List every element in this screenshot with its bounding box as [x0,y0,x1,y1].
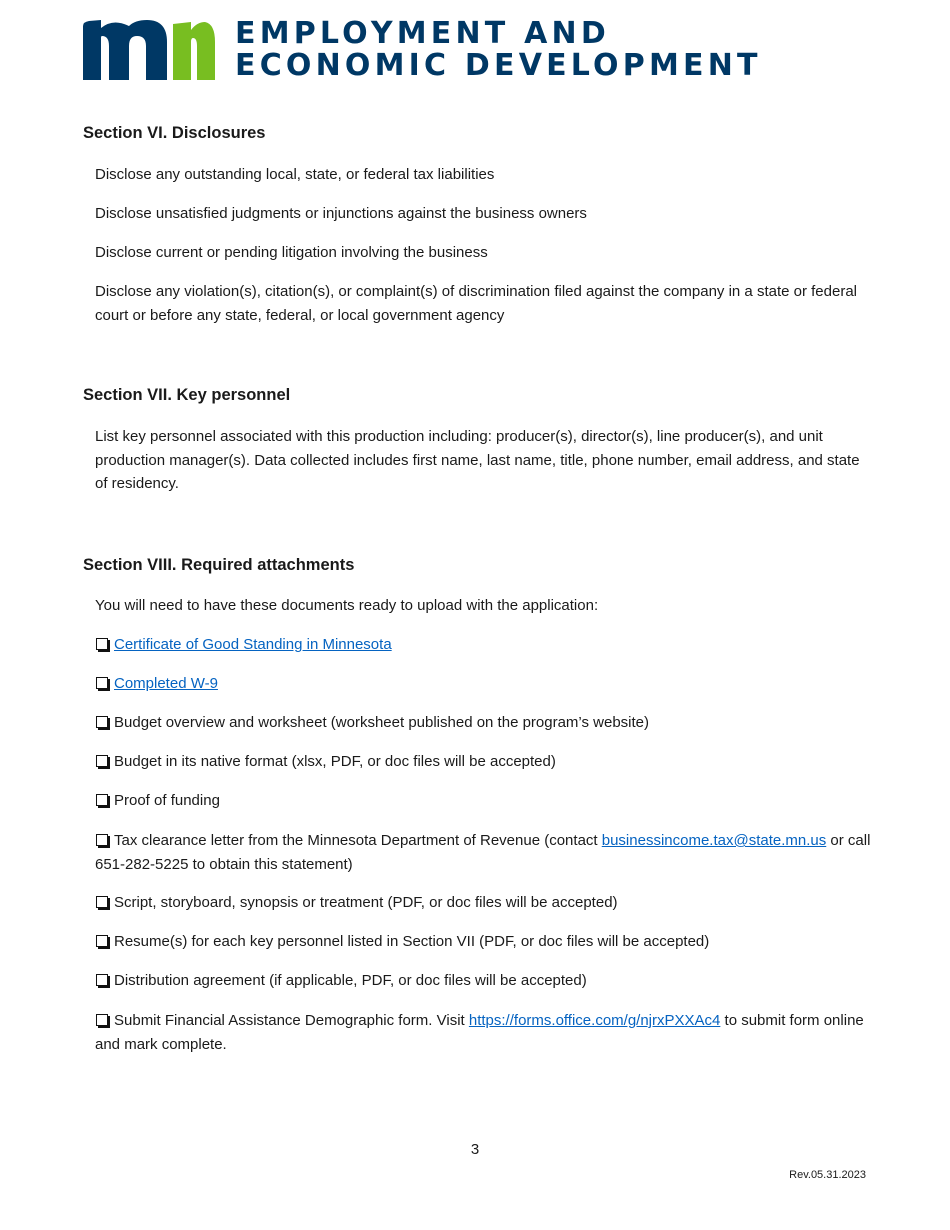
demo-label-pre: Submit Financial Assistance Demographic form. Visit [114,1012,469,1029]
checkbox-icon[interactable] [96,974,108,986]
section6-item-1: Disclose any outstanding local, state, or federal tax liabilities [95,166,495,183]
section6-item-3: Disclose current or pending litigation involving the business [95,244,488,261]
section6-item-4: Disclose any violation(s), citation(s), or complaint(s) of discrimination filed against the company in a state or federal court or before any state, federal, or local government agency [95,283,857,324]
tax-label-post: or call 651-282-5225 to obtain this statement) [95,832,871,873]
attachment-distribution [95,969,875,993]
certificate-link[interactable]: Certificate of Good Standing in Minnesota [114,636,392,653]
checkbox-icon[interactable] [96,896,108,908]
section6-item-2: Disclose unsatisfied judgments or injunctions against the business owners [95,205,587,222]
section8-intro: You will need to have these documents ready to upload with the application: [95,597,599,614]
attachment-budget-overview [95,711,875,735]
attachment-w9 [95,672,875,696]
checkbox-icon[interactable] [96,638,108,650]
resume-label: Resume(s) for each key personnel listed in Section VII (PDF, or doc files will be accepted) [114,933,710,950]
checkbox-icon[interactable] [96,794,108,806]
section8-title: Section VIII. Required attachments [83,556,355,574]
attachment-resume [95,930,875,954]
checkbox-icon[interactable] [96,834,108,846]
mn-logo-mark [83,20,215,80]
distribution-label: Distribution agreement (if applicable, PDF, or doc files will be accepted) [114,972,587,989]
w9-link[interactable]: Completed W-9 [114,675,218,692]
deed-logo [83,18,762,82]
checkbox-icon[interactable] [96,1014,108,1026]
attachment-demographic-form [95,1009,875,1056]
checkbox-icon[interactable] [96,755,108,767]
checkbox-icon[interactable] [96,677,108,689]
demo-label-post: to submit form online and mark complete. [95,1012,864,1053]
revision-date: Rev.05.31.2023 [789,1169,866,1181]
section7-text: List key personnel associated with this production including: producer(s), director(s), line producer(s), and unit production manager(s). Data collected includes first name, last name, title, phone number, email address, and state of residency. [95,428,860,492]
proof-label: Proof of funding [114,792,220,809]
logo-line-2: ECONOMIC DEVELOPMENT [235,48,762,83]
checkbox-icon[interactable] [96,716,108,728]
checkbox-icon[interactable] [96,935,108,947]
tax-email-link[interactable]: businessincome.tax@state.mn.us [601,832,827,849]
section6-title: Section VI. Disclosures [83,124,266,142]
script-label: Script, storyboard, synopsis or treatment (PDF, or doc files will be accepted) [114,894,618,911]
attachment-script [95,891,875,915]
logo-line-1: EMPLOYMENT AND [235,16,610,51]
attachment-budget-native [95,750,875,774]
tax-label-pre: Tax clearance letter from the Minnesota Department of Revenue (contact [114,832,602,849]
budget-native-label: Budget in its native format (xlsx, PDF, or doc files will be accepted) [114,753,556,770]
section7-title: Section VII. Key personnel [83,386,291,404]
page-number: 3 [470,1141,480,1158]
attachment-certificate [95,633,875,657]
attachment-tax-clearance [95,829,875,876]
attachment-proof-of-funding [95,789,875,813]
budget-overview-label: Budget overview and worksheet (worksheet published on the program’s website) [114,714,650,731]
demographic-form-link[interactable]: https://forms.office.com/g/njrxPXXAc4 [468,1012,721,1029]
